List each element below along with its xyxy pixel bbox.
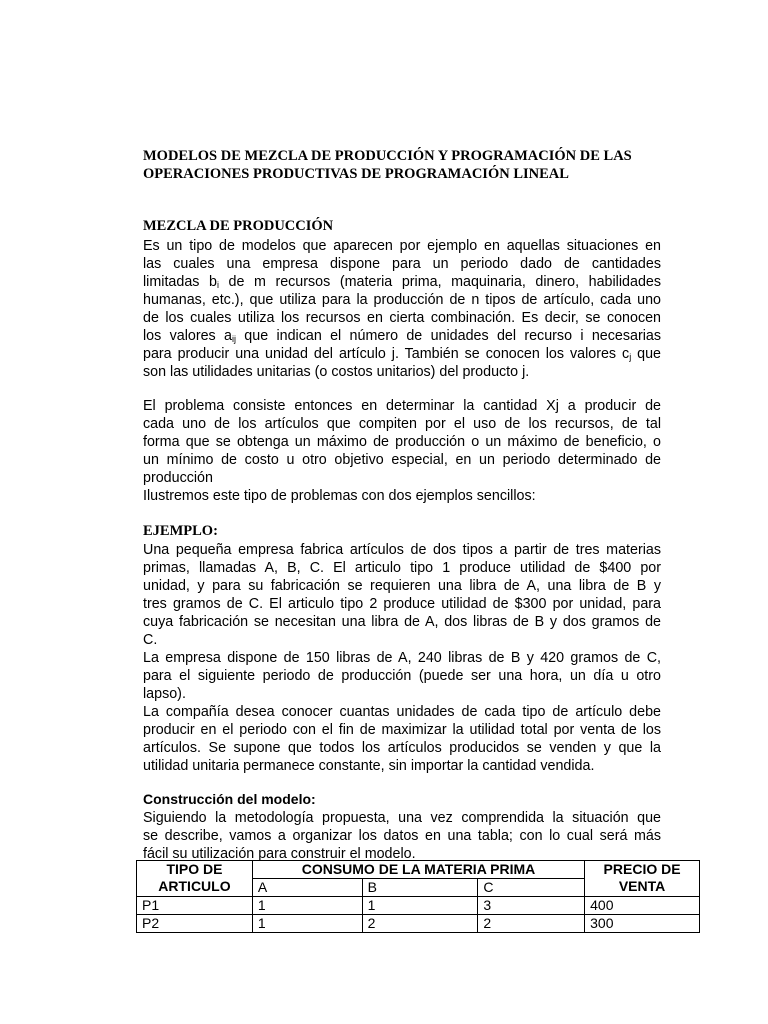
- text-line: La empresa dispone de 150 libras de A, 240 libras de B y 420 gramos de C,: [143, 650, 661, 666]
- cell-b: 2: [362, 915, 478, 933]
- subscript: j: [629, 352, 632, 362]
- cell-b: 1: [362, 897, 478, 915]
- text-line: La compañía desea conocer cuantas unidades de cada tipo de artículo debe: [143, 704, 661, 720]
- cell-precio: 400: [585, 897, 700, 915]
- table-row: [137, 915, 700, 933]
- subheader-c: C: [478, 879, 585, 897]
- title-line-1: MODELOS DE MEZCLA DE PRODUCCIÓN Y PROGRAMACIÓN DE LAS: [143, 148, 632, 164]
- text-line: producción: [143, 470, 213, 486]
- subscript: ij: [231, 334, 236, 344]
- text-segment: que: [631, 346, 662, 362]
- text-line: primas, llamadas A, B, C. El articulo tipo 1 produce utilidad de $400 por: [143, 560, 661, 576]
- cell-a: 1: [252, 915, 362, 933]
- text-line: [143, 327, 661, 345]
- header-text: VENTA: [618, 878, 666, 894]
- text-segment: para producir una unidad del artículo j. También se conocen los valores c: [143, 346, 630, 362]
- data-table: [136, 860, 700, 933]
- subscript: i: [216, 280, 219, 290]
- text-segment: limitadas b: [143, 274, 217, 290]
- text-line: [143, 273, 661, 291]
- section-heading-construccion: Construcción del modelo:: [143, 791, 316, 807]
- text-line: se describe, vamos a organizar los datos en una tabla; con lo cual será más: [143, 828, 661, 844]
- cell-precio: 300: [585, 915, 700, 933]
- text-line: fácil su utilización para construir el modelo.: [143, 846, 416, 862]
- header-text: PRECIO DE: [603, 861, 681, 877]
- cell-c: 3: [478, 897, 585, 915]
- text-line: tres gramos de C. El articulo tipo 2 produce utilidad de $300 por unidad, para: [143, 596, 661, 612]
- text-line: cada uno de los artículos que compiten por el uso de los recursos, de tal: [143, 416, 661, 432]
- text-line: Siguiendo la metodología propuesta, una vez comprendida la situación que: [143, 810, 661, 826]
- text-segment: que indican el número de unidades del recurso i necesarias: [235, 328, 661, 344]
- text-segment: los valores a: [143, 328, 232, 344]
- text-line: artículos. Se supone que todos los artículos producidos se venden y que la: [143, 740, 661, 756]
- subheader-a: A: [252, 879, 362, 897]
- text-line: Es un tipo de modelos que aparecen por ejemplo en aquellas situaciones en: [143, 238, 661, 254]
- text-line: El problema consiste entonces en determinar la cantidad Xj a producir de: [143, 398, 661, 414]
- paragraph-construction: [143, 809, 661, 863]
- paragraph-problem: [143, 397, 661, 505]
- header-tipo-articulo: [137, 861, 253, 897]
- header-precio-venta: [585, 861, 700, 897]
- cell-tipo: P1: [137, 897, 253, 915]
- text-line: las cuales una empresa dispone para un periodo dado de cantidades: [143, 256, 661, 272]
- section-heading-ejemplo: EJEMPLO:: [143, 523, 218, 539]
- cell-a: 1: [252, 897, 362, 915]
- text-line: unidad, y para su fabricación se requieren una libra de A, una libra de B y: [143, 578, 661, 594]
- text-line: utilidad unitaria permanece constante, sin importar la cantidad vendida.: [143, 758, 595, 774]
- section-heading-mezcla: MEZCLA DE PRODUCCIÓN: [143, 218, 334, 234]
- text-line: humanas, etc.), que utiliza para la producción de n tipos de artículo, cada uno: [143, 292, 661, 308]
- text-segment: de m recursos (materia prima, maquinaria, dinero, habilidades: [218, 274, 661, 290]
- text-line: para el siguiente periodo de producción (puede ser una hora, un día u otro: [143, 668, 661, 684]
- text-line: forma que se obtenga un máximo de producción o un máximo de beneficio, o: [143, 434, 661, 450]
- text-line: [143, 345, 661, 363]
- text-line: Ilustremos este tipo de problemas con dos ejemplos sencillos:: [143, 488, 536, 504]
- document-title: [143, 147, 683, 183]
- text-line: C.: [143, 632, 158, 648]
- text-line: son las utilidades unitarias (o costos unitarios) del producto j.: [143, 364, 530, 380]
- header-text: ARTICULO: [158, 878, 231, 894]
- header-text: TIPO DE: [166, 861, 223, 877]
- text-line: un mínimo de costo u otro objetivo especial, en un periodo determinado de: [143, 452, 661, 468]
- table-header-row: [137, 861, 700, 879]
- text-line: Una pequeña empresa fabrica artículos de dos tipos a partir de tres materias: [143, 542, 661, 558]
- text-line: cuya fabricación se necesitan una libra de A, dos libras de B y dos gramos de: [143, 614, 661, 630]
- header-consumo: CONSUMO DE LA MATERIA PRIMA: [252, 861, 584, 879]
- cell-c: 2: [478, 915, 585, 933]
- text-line: producir en el periodo con el fin de maximizar la utilidad total por venta de los: [143, 722, 661, 738]
- subheader-b: B: [362, 879, 478, 897]
- paragraph-example: [143, 541, 661, 775]
- title-line-2: OPERACIONES PRODUCTIVAS DE PROGRAMACIÓN LINEAL: [143, 166, 569, 182]
- table-row: [137, 897, 700, 915]
- text-line: lapso).: [143, 686, 186, 702]
- text-line: de los cuales utiliza los recursos en cierta combinación. Es decir, se conocen: [143, 310, 661, 326]
- paragraph-definition: [143, 237, 661, 381]
- cell-tipo: P2: [137, 915, 253, 933]
